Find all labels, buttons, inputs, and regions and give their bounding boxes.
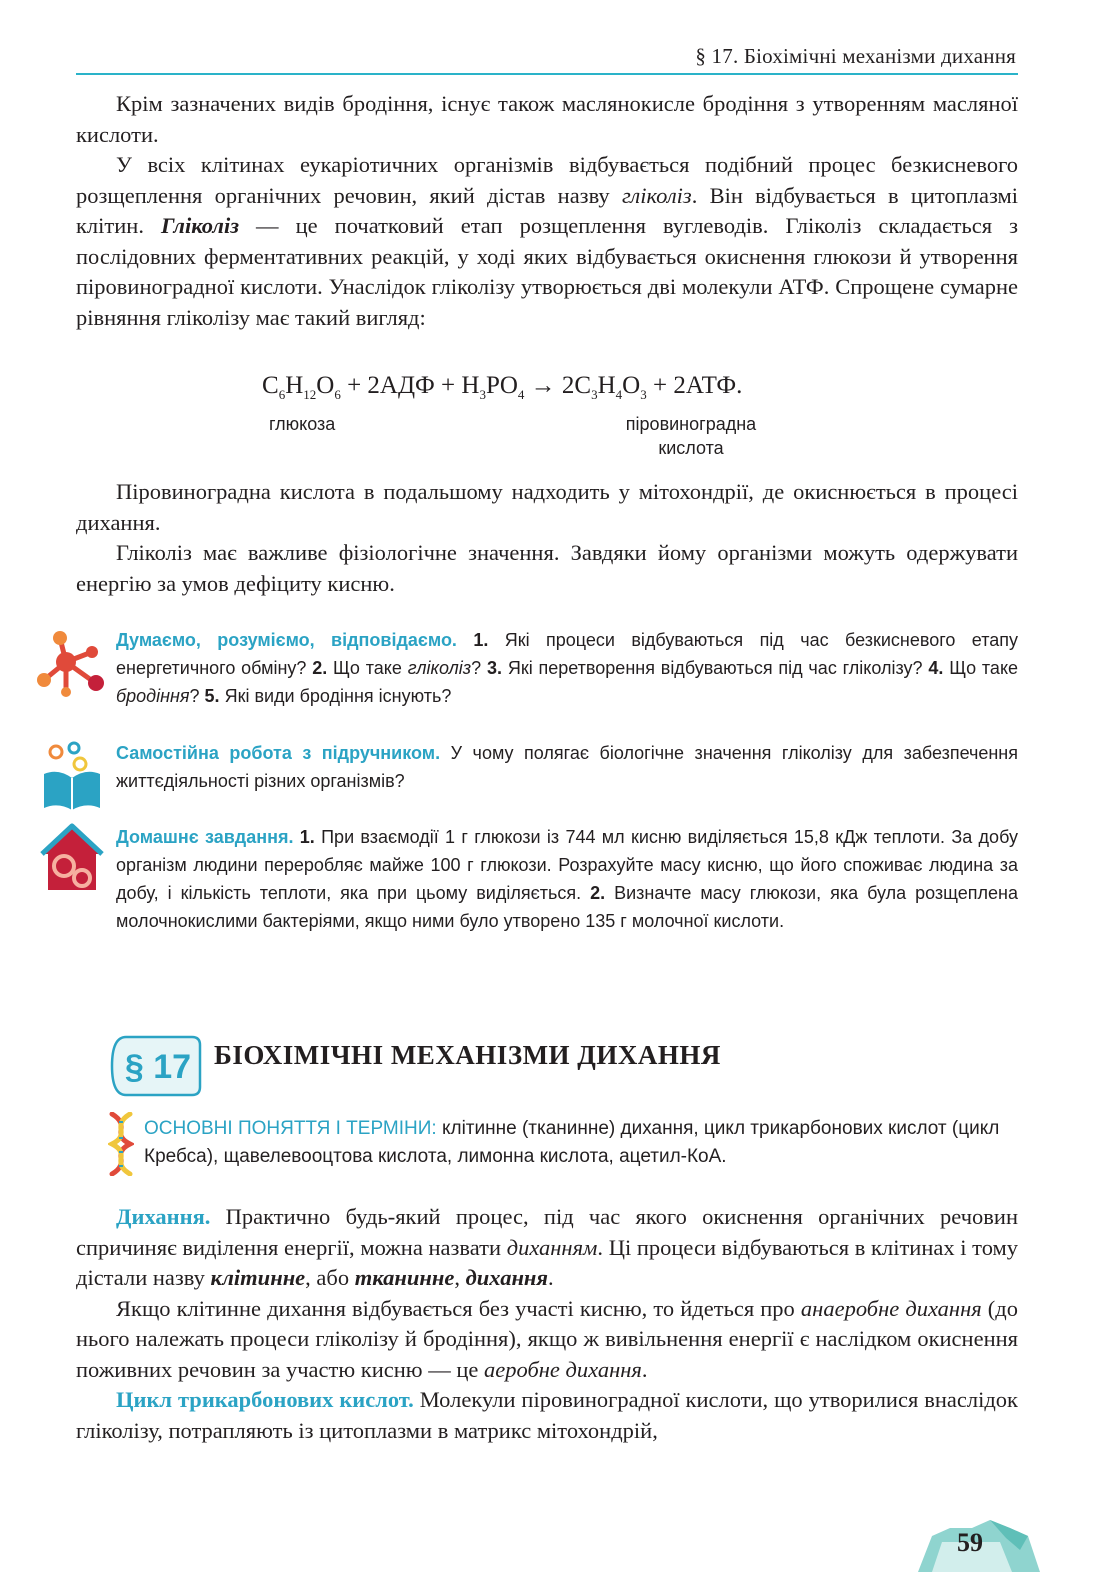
- questions-heading: Думаємо, розуміємо, відповідаємо.: [116, 630, 457, 650]
- section-badge: [108, 1035, 202, 1097]
- self-work-heading: Самостійна робота з підручником.: [116, 743, 441, 763]
- equation-label-glucose: глюкоза: [269, 414, 336, 434]
- header-divider: [76, 73, 1018, 75]
- paragraph-butyric: Крім зазначених видів бродіння, існує також маслянокисле бродіння з утворенням масляної кислоти.: [76, 91, 1018, 147]
- term-glycolysis: гліколіз: [621, 182, 692, 208]
- dna-icon: [108, 1112, 134, 1176]
- key-terms: ОСНОВНІ ПОНЯТТЯ І ТЕРМІНИ: клітинне (тканинне) дихання, цикл трикарбонових кислот (цикл Кребса), щавелевооцтова кислота, лимонна кислота, ацетил-КоА.: [144, 1118, 1000, 1167]
- paragraph-glycolysis: У всіх клітинах еукаріотичних організмів відбувається подібний процес безкисневого розщеплення органічних речовин, який дістав назву гліколіз. Він відбувається в цитоплазмі клітин. Гліколіз — це початковий етап розщеплення вуглеводів. Гліколіз складається з послідовних ферментативних реакцій, у ході яких відбувається окиснення глюкози й утворення піровиноградної кислоти. Унаслідок гліколізу утворюється дві молекули АТФ. Спрощене сумарне рівняння гліколізу має такий вигляд:: [76, 152, 1019, 330]
- self-work-block: Самостійна робота з підручником. У чому полягає біологічне значення гліколізу для забезпечення життєдіяльності різних організмів?: [116, 743, 1018, 791]
- paragraph-pyruvic: Піровиноградна кислота в подальшому надходить у мітохондрії, де окиснюється в процесі дихання.: [76, 479, 1018, 535]
- intro-text: [76, 89, 1018, 333]
- term-glycolysis-bold: Гліколіз: [161, 213, 240, 238]
- questions-block: Думаємо, розуміємо, відповідаємо. 1. Які процеси відбуваються під час безкисневого етапу енергетичного обміну? 2. Що таке гліколіз? 3. Які перетворення відбуваються під час гліколізу? 4. Що таке бродіння? 5. Які види бродіння існують?: [116, 630, 1019, 706]
- homework-block: Домашнє завдання. 1. При взаємодії 1 г глюкози із 744 мл кисню виділяється 15,8 кДж теплоти. За добу організм людини переробляє майже 100 г глюкози. Розрахуйте масу кисню, що його споживає людина за добу, і кількість теплоти, яка при цьому виділяється. 2. Визначте масу глюкози, яка була розщеплена молочнокислими бактеріями, якщо ними було утворено 135 г молочної кислоти.: [116, 827, 1018, 931]
- paragraph-anaerobic: Якщо клітинне дихання відбувається без участі кисню, то йдеться про анаеробне дихання (до нього належать процеси гліколізу й бродіння), якщо ж вивільнення енергії є наслідком окиснення поживних речовин за участю кисню — це аеробне дихання.: [76, 1295, 1018, 1382]
- glycolysis-equation: $C_6H_{12}O_6 + 2АДФ + H_3PO_4 \to 2C_3H_4O_3 + 2АТФ$.: [262, 372, 743, 402]
- paragraph-krebs: Цикл трикарбонових кислот. Молекули піровиноградної кислоти, що утворилися внаслідок гліколізу, потрапляють із цитоплазми в матрикс мітохондрій,: [76, 1387, 1018, 1443]
- home-gears-icon: [38, 822, 106, 892]
- section-title: БІОХІМІЧНІ МЕХАНІЗМИ ДИХАННЯ: [214, 1040, 721, 1070]
- page-number: 59: [957, 1528, 983, 1557]
- mid-text: [76, 477, 1018, 599]
- molecule-icon: [36, 628, 108, 700]
- section-number: § 17: [124, 1048, 192, 1086]
- respiration-text: [76, 1202, 1018, 1446]
- equation-label-pyruvic: піровиноградна кислота: [625, 414, 757, 458]
- paragraph-significance: Гліколіз має важливе фізіологічне значення. Завдяки йому організми можуть одержувати енергію за умов дефіциту кисню.: [76, 540, 1018, 596]
- homework-heading: Домашнє завдання.: [116, 827, 294, 847]
- paragraph-respiration: Дихання. Практично будь-який процес, під час якого окиснення органічних речовин спричиняє виділення енергії, можна назвати диханням. Ці процеси відбуваються в клітинах і тому дістали назву клітинне, або тканинне, дихання.: [76, 1204, 1019, 1290]
- running-header: § 17. Біохімічні механізми дихання: [695, 44, 1016, 68]
- key-terms-heading: ОСНОВНІ ПОНЯТТЯ І ТЕРМІНИ:: [144, 1118, 437, 1139]
- subheading-respiration: Дихання.: [116, 1204, 211, 1229]
- subheading-krebs: Цикл трикарбонових кислот.: [116, 1387, 414, 1412]
- book-gears-icon: [40, 740, 104, 812]
